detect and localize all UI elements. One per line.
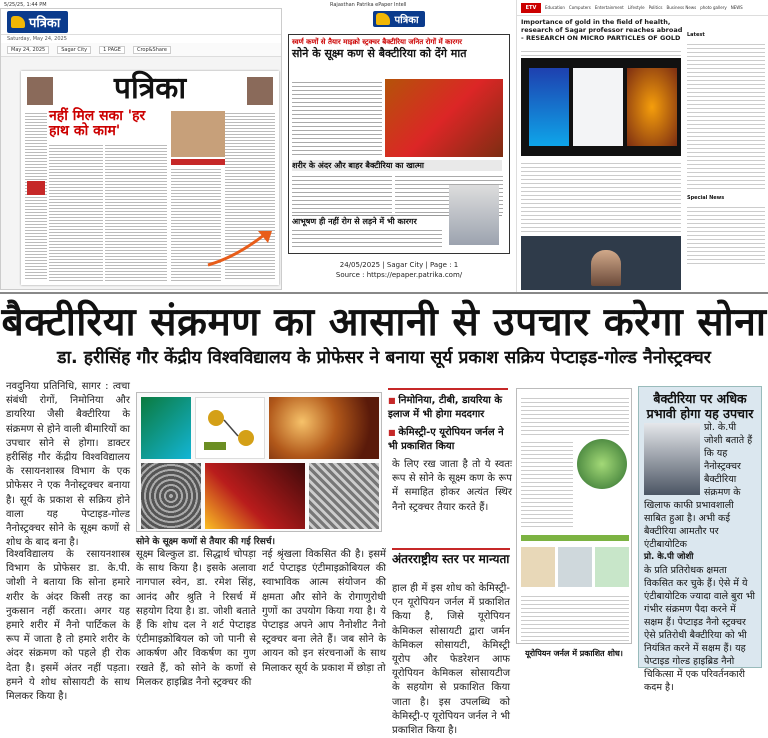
nav-item[interactable]: Politics [648, 5, 663, 10]
web-article-title[interactable]: Importance of gold in the field of health, research of Sagar professor reaches abroad - RESEARCH ON MICRO PARTICLES OF GOLD [521, 18, 683, 42]
article-subhead: शरीर के अंदर और बाहर बैक्टीरिया का खात्मा [292, 160, 502, 171]
figure-panel-network [205, 463, 305, 529]
print-timestamp: 5/25/25, 1:44 PM [4, 2, 47, 8]
web-sidebar [687, 28, 765, 264]
pointer-arrow-icon [206, 227, 276, 267]
lion-icon [11, 16, 25, 28]
nav-item[interactable]: Entertainment [594, 5, 624, 10]
recognition-heading: अंतरराष्ट्रीय स्तर पर मान्यता [392, 548, 510, 567]
journal-text [521, 593, 629, 641]
figure-caption: सोने के सूक्ष्म कणों से तैयार की गई रिसर्च। [136, 537, 276, 547]
nav-item[interactable]: Education [545, 5, 565, 10]
nav-item[interactable]: NEWS [730, 5, 743, 10]
main-subheadline: डा. हरीसिंह गौर केंद्रीय विश्वविद्यालय के प्रोफेसर ने बनाया सूर्य प्रकाश सक्रिय पेप्टाइड-गोल्ड नैनोस्ट्रक्चर [57, 348, 711, 368]
page-select[interactable]: 1 PAGE [99, 46, 125, 54]
clip-source: Source : https://epaper.patrika.com/ [335, 271, 463, 279]
research-figure [136, 392, 382, 532]
text-column [105, 143, 167, 281]
nav-item[interactable]: Business News [666, 5, 697, 10]
journal-thumb [595, 547, 629, 587]
lion-icon [376, 13, 390, 25]
special-news-list[interactable] [687, 204, 765, 264]
research-image [385, 79, 503, 157]
text-column [292, 79, 382, 157]
figure-panel-micrograph [141, 463, 201, 529]
text-column [49, 143, 103, 281]
ad-box [27, 181, 45, 195]
nav-item[interactable]: Lifestyle [627, 5, 645, 10]
masthead-photo-left [27, 77, 53, 105]
journal-logo-icon [577, 439, 627, 489]
web-article-text [521, 160, 681, 234]
clip-footer [284, 260, 514, 280]
latest-heading: Latest [687, 32, 705, 38]
site-logo[interactable]: ETV [521, 3, 541, 13]
journal-screenshot [516, 388, 632, 644]
journal-thumb [558, 547, 592, 587]
site-nav [517, 0, 768, 16]
clip-date: 24/05/2025 | Sagar City | Page : 1 [339, 261, 459, 269]
highlighted-article-panel [284, 8, 514, 290]
news-website-panel [516, 0, 768, 292]
bullet-item: ■ निमोनिया, टीबी, डायरिया के इलाज में भी होगा मददगार [388, 394, 508, 422]
journal-caption: यूरोपियन जर्नल में प्रकाशित शोध। [525, 649, 623, 658]
byline [521, 48, 681, 56]
article-column-2: सूक्ष्म बिल्कुल डा. सिद्धार्थ चोपड़ा के साथ किया है। इसके अलावा नागपाल स्वेन, डा. रमेश सिंह, आनंद और श्रुति ने रिसर्च में सहयोग दिया है। डा. जोशी बताते हैं कि शोध दल ने शर्ट पेप्टाइड एंटीमाइक्रोबियल को जो पानी से आकर्षण और विकर्षण का गुण रखते हैं, को सोने के कणों से मिलकर हाइब्रिड नैनो स्ट्रक्चर की [136, 549, 256, 688]
epaper-toolbar [1, 43, 281, 57]
article-column-1b: विश्वविद्यालय के रसायनशास्त्र विभाग के प्रोफेसर डा. के.पी. जोशी ने बताया कि सोना हमारे शरीर के अंदर किसी तरह का नुकसान नहीं करता। अगर यह हमारे शरीर में नैनो पार्टिकल के रूप में जाता है तो हमारे शरीर के अंदर संक्रमण को पहले ही रोक देता है। इसमें अंतर नहीं पड़ता। हमने ये शोध सोसायटी के साथ मिलकर किया है। [6, 549, 130, 703]
bullet-item: ■ केमिस्ट्री-ए यूरोपियन जर्नल ने भी प्रकाशित किया [388, 426, 508, 454]
article-column-1: नवदुनिया प्रतिनिधि, सागर : त्वचा संबंधी रोगों, निमोनिया और डायरिया जैसी बैक्टीरिया के संक्रमण से होने वाली बीमारियों का उपचार सोने से होगा। डाक्टर हरीसिंह गौर केंद्रीय विश्वविद्यालय के रसायनशास्त्र विभाग के एक प्रोफेसर ने एक नैनोस्ट्रक्चर बनाया है। सूर्य के प्रकाश से सक्रिय होने वाला यह पेप्टाइड-गोल्ड नैनोस्ट्रक्चर सोने के सूक्ष्म कणों से शोध के बाद बना है। [6, 381, 130, 549]
newspaper-masthead: पत्रिका [113, 71, 187, 106]
figure-panel-schematic [195, 397, 265, 459]
sidebox-text-2: के प्रति प्रतिरोधक क्षमता विकसित कर चुके हैं। ऐसे में ये एंटीबायोटिक ज्यादा वाले बुरा भी गंभीर संक्रमण पैदा करने में सक्षम हैं। पेप्टाइड नैनो स्ट्रक्चर ऐसे प्रतिरोधी बैक्टीरिया को भी नियंत्रित करने में सक्षम हैं। यह पेप्टाइड गोल्ड हाइब्रिड नैनो चिकित्सा में एक परिवर्तनकारी कदम है। [644, 565, 755, 693]
article-column-3: नई श्रृंखला विकसित की है। इसमें शर्ट पेप्टाइड एंटीमाइक्रोबियल की स्वाभाविक आत्म संयोजन की क्षमता और सोने के रोगाणुरोधी गुणों का उपयोग किया गया है। ये पेप्टाइड अपने आप नैनोशीट नैनो स्ट्रक्चर बना लेते हैं। जब सोने के आयन को इन संरचनाओं के साथ मिलाकर सूर्य के प्रकाश में छोड़ा तो [262, 549, 386, 674]
epaper-date: Saturday, May 24, 2025 [1, 35, 281, 43]
journal-header-text [521, 395, 629, 435]
patrika-logo[interactable]: पत्रिका [7, 11, 68, 33]
edition-select[interactable]: Sagar City [57, 46, 91, 54]
video-player[interactable] [521, 236, 681, 290]
front-headline: नहीं मिल सका 'हर हाथ को काम' [49, 108, 146, 139]
video-thumbnail [591, 250, 621, 286]
journal-text [521, 439, 573, 529]
date-select[interactable]: May 24, 2025 [7, 46, 49, 54]
main-article [0, 292, 768, 737]
sidebox-text-1: प्रो. के.पी जोशी बताते हैं कि यह नैनोस्ट्रक्चर बैक्टीरिया संक्रमण के खिलाफ काफी प्रभावशाली साबित हुआ है। अभी कई बैक्टीरिया आमतौर पर एंटीबायोटिक [644, 422, 753, 550]
print-title: Rajasthan Patrika ePaper Intell [330, 2, 407, 8]
highlight-bullets [388, 388, 508, 458]
figure-panel-tem [309, 463, 379, 529]
article-kicker: स्वर्ण कणों से तैयार माइक्रो स्ट्रक्चर बैक्टीरिया जनित रोगों में कारगर [292, 38, 463, 46]
schematic-diagram [196, 398, 266, 460]
epaper-logo-bar [1, 9, 281, 35]
text-column [292, 227, 442, 249]
professor-photo [644, 423, 700, 495]
hero-panel [529, 68, 569, 146]
hot-topics-bar [521, 535, 629, 541]
text-column [25, 111, 47, 281]
article-subhead: आभूषण ही नहीं रोग से लड़ने में भी कारगर [292, 215, 502, 227]
sidebox-heading: बैक्टीरिया पर अधिक प्रभावी होगा यह उपचार [646, 391, 754, 421]
article-column-5: हाल ही में इस शोध को केमिस्ट्री-एन यूरोपियन जर्नल में प्रकाशित किया है, जिसे यूरोपियन केमिकल सोसायटी द्वारा जर्मन केमिकल सोसायटी, केमिस्ट्री यूरोप और फेडरेशन आफ यूरोपियन केमिकल सोसायटीज के सहयोग से प्रकाशित किया जाता है। इस उपलब्धि को केमिस्ट्री-ए यूरोपियन जर्नल ने भी प्रकाशित किया है। [392, 583, 510, 737]
patrika-logo: पत्रिका [373, 11, 424, 27]
special-news-heading: Special News [687, 195, 725, 201]
article-headline: सोने के सूक्ष्म कण से बैक्टीरिया को देंगे मात [292, 47, 467, 60]
nav-item[interactable]: Computers [568, 5, 591, 10]
sidebar-box [638, 386, 762, 693]
article-column-4: के लिए रख जाता है तो ये स्वतः रूप से सोने के सूक्ष्म कण के रूप में समाहित होकर अत्यंत स्थिर नैनो स्ट्रक्चर तैयार करते हैं। [392, 459, 512, 513]
figure-panel-fibers [269, 397, 379, 459]
hero-panel [627, 68, 677, 146]
latest-list[interactable] [687, 41, 765, 191]
web-hero-image[interactable] [521, 58, 681, 156]
professor-photo-caption: प्रो. के.पी जोशी [644, 552, 694, 562]
hero-panel [573, 68, 623, 146]
epaper-screenshot [0, 8, 282, 290]
patrika-logo-wrap [284, 10, 514, 29]
text-column [292, 173, 392, 213]
journal-thumb [521, 547, 555, 587]
main-headline: बैक्टीरिया संक्रमण का आसानी से उपचार करेगा सोना [1, 300, 767, 345]
professor-portrait [449, 185, 499, 245]
figure-panel-peptide [141, 397, 191, 459]
crop-share-button[interactable]: Crop&Share [133, 46, 171, 54]
article-clipping [288, 34, 510, 254]
masthead-photo-right [247, 77, 273, 105]
nav-item[interactable]: photo gallery [700, 5, 727, 10]
